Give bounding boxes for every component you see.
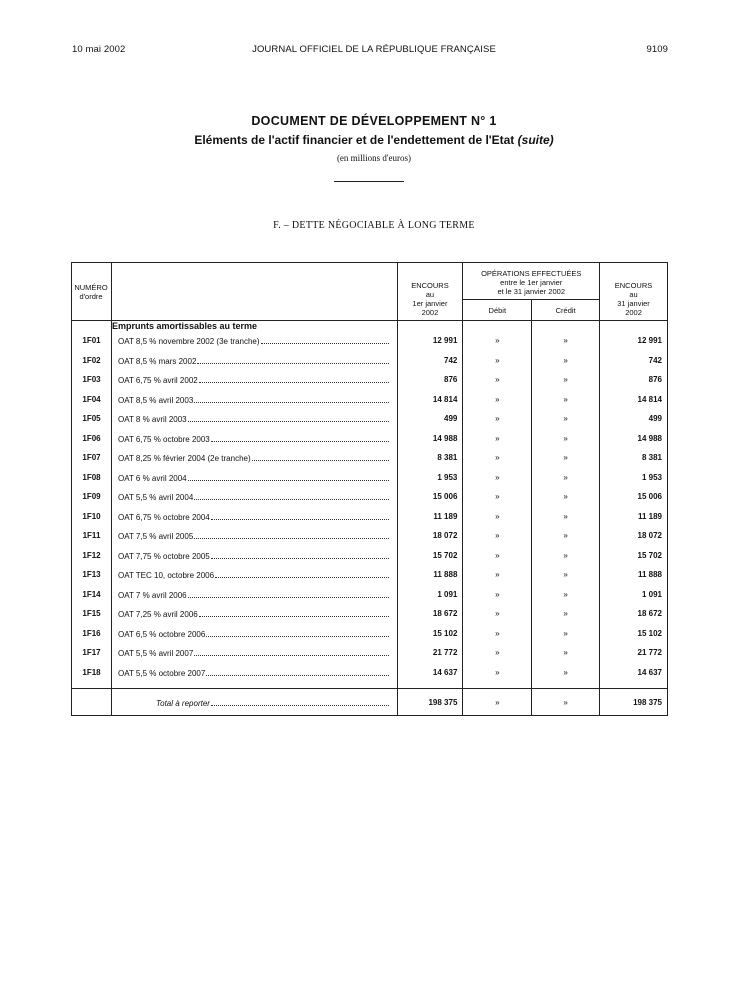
subtitle-main: Eléments de l'actif financier et de l'endettement de l'Etat <box>194 133 515 147</box>
row-credit: » <box>532 468 600 488</box>
total-label-wrap <box>118 697 389 708</box>
row-encours-1: 1 953 <box>397 468 463 488</box>
row-encours-1: 18 672 <box>397 604 463 624</box>
leader-dots <box>206 628 388 637</box>
row-debit: » <box>463 468 532 488</box>
row-encours-1: 11 189 <box>397 507 463 527</box>
header-encours-2-l3: 31 janvier <box>617 299 650 308</box>
row-debit: » <box>463 487 532 507</box>
header-operations-l3: et le 31 janvier 2002 <box>497 287 565 296</box>
leader-dots <box>194 647 388 656</box>
row-encours-1: 8 381 <box>397 448 463 468</box>
leader-dots <box>211 550 389 559</box>
row-number: 1F10 <box>72 507 112 527</box>
header-operations-l1: OPÉRATIONS EFFECTUÉES <box>481 269 582 278</box>
row-credit: » <box>532 624 600 644</box>
row-description-wrap <box>118 511 389 522</box>
header-encours-1-l3: 1er janvier <box>412 299 448 308</box>
row-description-wrap <box>118 452 389 463</box>
row-credit: » <box>532 351 600 371</box>
total-row <box>72 689 668 716</box>
table-row <box>72 409 668 429</box>
row-description-wrap <box>118 608 389 619</box>
row-description-wrap <box>118 550 389 561</box>
header-encours-2-l4: 2002 <box>625 308 642 317</box>
row-debit: » <box>463 546 532 566</box>
header-credit: Crédit <box>532 300 600 321</box>
row-description: OAT 5,5 % avril 2004 <box>117 493 194 503</box>
group-row <box>72 321 668 332</box>
row-description-cell <box>111 624 397 644</box>
row-number: 1F08 <box>72 468 112 488</box>
header-encours-2-l2: au <box>629 290 638 299</box>
section-heading: F. – DETTE NÉGOCIABLE À LONG TERME <box>273 220 475 231</box>
row-description-cell <box>111 429 397 449</box>
row-credit: » <box>532 546 600 566</box>
row-description-cell <box>111 585 397 605</box>
row-description-wrap <box>118 335 389 346</box>
row-encours-2: 18 672 <box>600 604 668 624</box>
row-description: OAT 8,5 % novembre 2002 (3e tranche) <box>117 337 260 347</box>
row-debit: » <box>463 409 532 429</box>
row-description: OAT 5,5 % avril 2007 <box>117 649 194 659</box>
row-description-cell <box>111 390 397 410</box>
row-description: OAT 6 % avril 2004 <box>117 473 187 483</box>
row-encours-2: 11 189 <box>600 507 668 527</box>
row-number: 1F15 <box>72 604 112 624</box>
row-number: 1F17 <box>72 643 112 663</box>
header-date: 10 mai 2002 <box>72 44 126 55</box>
row-description-wrap <box>118 472 389 483</box>
row-credit: » <box>532 331 600 351</box>
total-description-cell <box>111 689 397 716</box>
row-description-wrap <box>118 413 389 424</box>
row-description-cell <box>111 370 397 390</box>
row-number: 1F05 <box>72 409 112 429</box>
total-encours-2: 198 375 <box>600 689 668 716</box>
subtitle-suffix: (suite) <box>517 133 554 147</box>
row-description-cell <box>111 604 397 624</box>
table-row <box>72 487 668 507</box>
total-debit: » <box>463 689 532 716</box>
row-number: 1F18 <box>72 663 112 683</box>
leader-dots <box>197 355 388 364</box>
header-debit: Débit <box>463 300 532 321</box>
header-encours-1-l4: 2002 <box>421 308 439 317</box>
header-encours-1-l1: ENCOURS <box>411 281 449 290</box>
total-number-cell <box>72 689 112 716</box>
row-description-cell <box>111 409 397 429</box>
row-encours-1: 1 091 <box>397 585 463 605</box>
title-divider <box>334 181 404 182</box>
row-description-wrap <box>118 569 389 580</box>
header-num <box>72 263 112 321</box>
row-credit: » <box>532 448 600 468</box>
row-encours-2: 14 637 <box>600 663 668 683</box>
header-num-line1: NUMÉRO <box>74 283 108 292</box>
row-encours-2: 21 772 <box>600 643 668 663</box>
row-description-wrap <box>118 647 389 658</box>
row-description-cell <box>111 351 397 371</box>
row-credit: » <box>532 526 600 546</box>
row-description: OAT 6,75 % octobre 2003 <box>117 434 210 444</box>
leader-dots <box>252 452 389 461</box>
leader-dots <box>261 335 389 344</box>
group-label: Emprunts amortissables au terme <box>111 321 397 332</box>
row-description-cell <box>111 546 397 566</box>
row-description-wrap <box>118 628 389 639</box>
total-encours-1: 198 375 <box>397 689 463 716</box>
table-row <box>72 448 668 468</box>
row-encours-2: 14 988 <box>600 429 668 449</box>
row-encours-1: 876 <box>397 370 463 390</box>
row-encours-2: 15 102 <box>600 624 668 644</box>
row-number: 1F03 <box>72 370 112 390</box>
leader-dots <box>188 413 389 422</box>
row-description-cell <box>111 331 397 351</box>
table-row <box>72 663 668 683</box>
row-encours-1: 12 991 <box>397 331 463 351</box>
row-encours-2: 15 702 <box>600 546 668 566</box>
row-description: OAT 7,75 % octobre 2005 <box>117 551 210 561</box>
table-row <box>72 429 668 449</box>
table-row <box>72 370 668 390</box>
row-debit: » <box>463 526 532 546</box>
row-debit: » <box>463 663 532 683</box>
leader-dots <box>194 491 388 500</box>
row-encours-2: 18 072 <box>600 526 668 546</box>
row-encours-1: 15 006 <box>397 487 463 507</box>
row-description: OAT TEC 10, octobre 2006 <box>117 571 215 581</box>
table-row <box>72 643 668 663</box>
row-encours-1: 499 <box>397 409 463 429</box>
row-number: 1F16 <box>72 624 112 644</box>
row-description-wrap <box>118 530 389 541</box>
document-subtitle <box>0 133 748 147</box>
row-debit: » <box>463 585 532 605</box>
table-row <box>72 546 668 566</box>
row-number: 1F11 <box>72 526 112 546</box>
row-description-wrap <box>118 374 389 385</box>
row-description-wrap <box>118 433 389 444</box>
row-description-cell <box>111 507 397 527</box>
table-row <box>72 585 668 605</box>
row-debit: » <box>463 331 532 351</box>
table-row <box>72 624 668 644</box>
table-row <box>72 565 668 585</box>
row-encours-1: 15 702 <box>397 546 463 566</box>
header-page-number: 9109 <box>646 44 668 55</box>
row-debit: » <box>463 565 532 585</box>
row-description-cell <box>111 643 397 663</box>
leader-dots <box>215 569 388 578</box>
row-description-cell <box>111 487 397 507</box>
row-credit: » <box>532 585 600 605</box>
row-credit: » <box>532 390 600 410</box>
row-encours-2: 12 991 <box>600 331 668 351</box>
document-title: DOCUMENT DE DÉVELOPPEMENT N° 1 <box>251 114 497 128</box>
row-number: 1F14 <box>72 585 112 605</box>
leader-dots <box>211 433 389 442</box>
leader-dots <box>206 667 388 676</box>
table-row <box>72 507 668 527</box>
row-description-wrap <box>118 667 389 678</box>
row-debit: » <box>463 448 532 468</box>
header-num-line2: d'ordre <box>79 292 103 301</box>
total-credit: » <box>532 689 600 716</box>
row-credit: » <box>532 487 600 507</box>
row-number: 1F13 <box>72 565 112 585</box>
table-row <box>72 390 668 410</box>
row-number: 1F04 <box>72 390 112 410</box>
row-debit: » <box>463 390 532 410</box>
row-encours-1: 14 988 <box>397 429 463 449</box>
row-number: 1F06 <box>72 429 112 449</box>
leader-dots <box>188 589 389 598</box>
row-encours-1: 18 072 <box>397 526 463 546</box>
row-description-cell <box>111 526 397 546</box>
row-description-cell <box>111 663 397 683</box>
row-credit: » <box>532 409 600 429</box>
header-encours-2 <box>600 263 668 321</box>
row-description-cell <box>111 468 397 488</box>
leader-dots <box>194 394 388 403</box>
leader-dots <box>199 374 389 383</box>
row-debit: » <box>463 370 532 390</box>
header-encours-1 <box>397 263 463 321</box>
row-credit: » <box>532 370 600 390</box>
row-encours-2: 11 888 <box>600 565 668 585</box>
leader-dots <box>188 472 389 481</box>
row-encours-2: 8 381 <box>600 448 668 468</box>
debt-table <box>71 262 668 716</box>
row-encours-2: 876 <box>600 370 668 390</box>
row-credit: » <box>532 565 600 585</box>
row-encours-2: 1 091 <box>600 585 668 605</box>
header-encours-2-l1: ENCOURS <box>614 281 653 290</box>
table-row <box>72 468 668 488</box>
row-encours-2: 15 006 <box>600 487 668 507</box>
table-row <box>72 331 668 351</box>
row-debit: » <box>463 643 532 663</box>
row-credit: » <box>532 429 600 449</box>
row-description: OAT 5,5 % octobre 2007 <box>117 668 206 678</box>
table-row <box>72 351 668 371</box>
leader-dots <box>194 530 388 539</box>
row-credit: » <box>532 604 600 624</box>
row-description: OAT 8 % avril 2003 <box>117 415 187 425</box>
row-number: 1F09 <box>72 487 112 507</box>
row-description: OAT 7,25 % avril 2006 <box>117 610 198 620</box>
row-debit: » <box>463 429 532 449</box>
row-encours-2: 14 814 <box>600 390 668 410</box>
row-encours-2: 1 953 <box>600 468 668 488</box>
row-credit: » <box>532 663 600 683</box>
table-row <box>72 526 668 546</box>
row-encours-2: 742 <box>600 351 668 371</box>
row-encours-1: 15 102 <box>397 624 463 644</box>
row-description: OAT 8,25 % février 2004 (2e tranche) <box>117 454 251 464</box>
header-encours-1-l2: au <box>425 290 435 299</box>
leader-dots <box>211 511 389 520</box>
row-number: 1F12 <box>72 546 112 566</box>
row-debit: » <box>463 507 532 527</box>
row-debit: » <box>463 351 532 371</box>
row-description: OAT 6,75 % avril 2002 <box>117 376 198 386</box>
row-description: OAT 8,5 % avril 2003 <box>117 395 194 405</box>
header-journal-title: JOURNAL OFFICIEL DE LA RÉPUBLIQUE FRANÇAISE <box>252 44 496 55</box>
row-number: 1F02 <box>72 351 112 371</box>
row-number: 1F01 <box>72 331 112 351</box>
row-debit: » <box>463 624 532 644</box>
row-debit: » <box>463 604 532 624</box>
row-description-wrap <box>118 491 389 502</box>
header-description <box>111 263 397 321</box>
row-description: OAT 6,5 % octobre 2006 <box>117 629 206 639</box>
leader-dots <box>211 697 389 706</box>
leader-dots <box>199 608 389 617</box>
row-description-wrap <box>118 589 389 600</box>
row-credit: » <box>532 643 600 663</box>
row-number: 1F07 <box>72 448 112 468</box>
row-encours-2: 499 <box>600 409 668 429</box>
total-label: Total à reporter <box>155 698 210 708</box>
row-encours-1: 14 637 <box>397 663 463 683</box>
row-description-cell <box>111 565 397 585</box>
header-operations-l2: entre le 1er janvier <box>500 278 563 287</box>
row-encours-1: 11 888 <box>397 565 463 585</box>
row-description: OAT 7 % avril 2006 <box>117 590 187 600</box>
document-unit: (en millions d'euros) <box>336 153 412 163</box>
header-operations <box>463 263 600 300</box>
row-description-wrap <box>118 394 389 405</box>
row-description-cell <box>111 448 397 468</box>
row-encours-1: 14 814 <box>397 390 463 410</box>
row-credit: » <box>532 507 600 527</box>
row-description: OAT 7,5 % avril 2005 <box>117 532 194 542</box>
row-encours-1: 21 772 <box>397 643 463 663</box>
row-description-wrap <box>118 355 389 366</box>
row-description: OAT 6,75 % octobre 2004 <box>117 512 210 522</box>
row-encours-1: 742 <box>397 351 463 371</box>
table-row <box>72 604 668 624</box>
row-description: OAT 8,5 % mars 2002 <box>117 356 197 366</box>
